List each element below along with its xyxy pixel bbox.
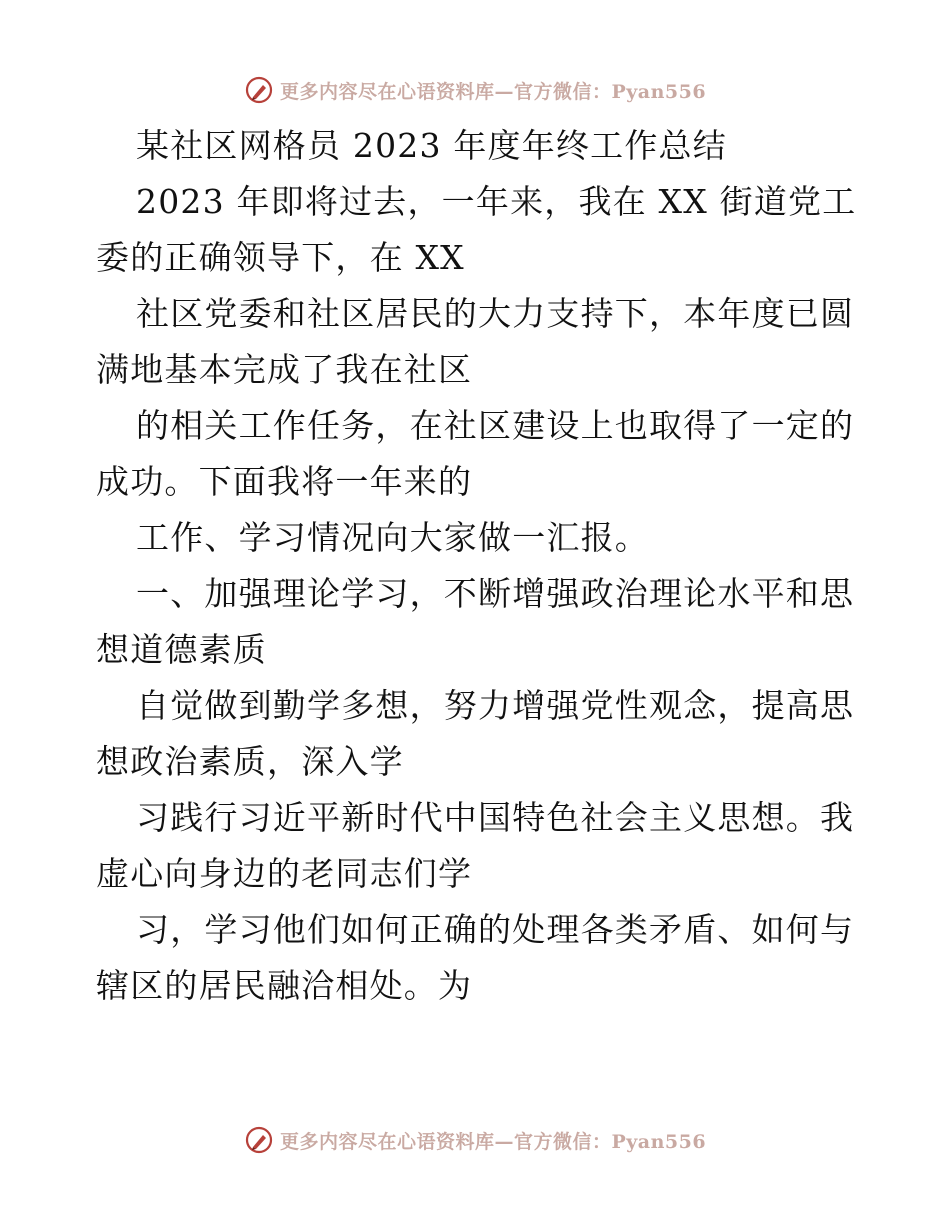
watermark-text: 更多内容尽在心语资料库—官方微信：Pyan556 — [279, 1130, 707, 1153]
paragraph-line: 成功。下面我将一年来的 — [96, 462, 473, 501]
paragraph-line: 虚心向身边的老同志们学 — [96, 854, 473, 893]
paragraph-line: 满地基本完成了我在社区 — [96, 350, 473, 389]
section-heading-continued: 想道德素质 — [96, 630, 267, 669]
document-body — [96, 118, 856, 1014]
header-watermark — [0, 72, 950, 108]
paragraph-line: 自觉做到勤学多想，努力增强党性观念，提高思 — [136, 686, 855, 725]
paragraph-line: 习，学习他们如何正确的处理各类矛盾、如何与 — [136, 910, 855, 949]
document-title: 某社区网格员 2023 年度年终工作总结 — [136, 126, 727, 165]
paragraph-line: 2023 年即将过去，一年来，我在 XX 街道党工 — [136, 182, 857, 221]
pen-logo-icon — [244, 75, 274, 105]
paragraph-line: 工作、学习情况向大家做一汇报。 — [136, 518, 649, 557]
paragraph-line: 习践行习近平新时代中国特色社会主义思想。我 — [136, 798, 855, 837]
section-heading: 一、加强理论学习，不断增强政治理论水平和思 — [136, 574, 855, 613]
paragraph-line: 委的正确领导下，在 XX — [96, 238, 465, 277]
paragraph-line: 想政治素质，深入学 — [96, 742, 404, 781]
pen-logo-icon — [244, 1125, 274, 1155]
footer-watermark — [0, 1122, 950, 1158]
paragraph-line: 的相关工作任务，在社区建设上也取得了一定的 — [136, 406, 855, 445]
paragraph-line: 社区党委和社区居民的大力支持下，本年度已圆 — [136, 294, 855, 333]
paragraph-line: 辖区的居民融洽相处。为 — [96, 966, 473, 1005]
watermark-text: 更多内容尽在心语资料库—官方微信：Pyan556 — [279, 80, 707, 103]
